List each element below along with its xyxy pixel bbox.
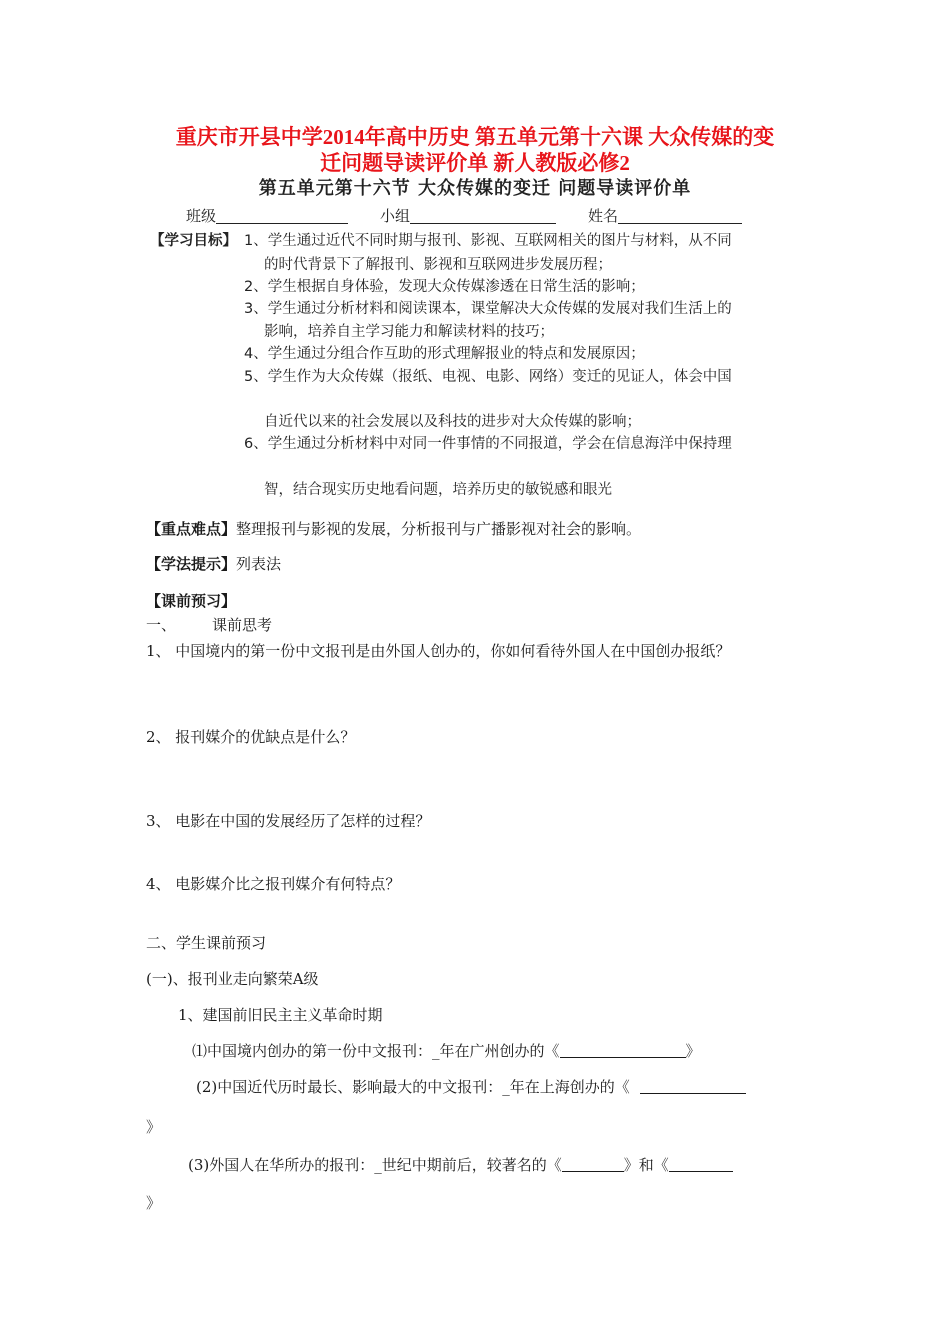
study-method-text: 列表法 xyxy=(236,555,282,573)
name-field[interactable] xyxy=(588,205,742,226)
study-method xyxy=(146,553,281,574)
study-method-label: 【学法提示】 xyxy=(146,555,237,573)
group-blank[interactable] xyxy=(410,207,556,224)
key-points-text: 整理报刊与影视的发展，分析报刊与广播影视对社会的影响。 xyxy=(236,520,642,538)
worksheet-subtitle: 第五单元第十六节 大众传媒的变迁 问题导读评价单 xyxy=(258,178,692,199)
objective-line: 影响，培养自主学习能力和解读材料的技巧； xyxy=(264,324,554,340)
fill-in-item-2: (2)中国近代历时最长、影响最大的中文报刊：_年在上海创办的《 xyxy=(196,1076,746,1097)
objectives-label: 【学习目标】 xyxy=(150,233,237,249)
group-field[interactable] xyxy=(380,205,556,226)
name-blank[interactable] xyxy=(618,207,742,224)
question-item: 3、 电影在中国的发展经历了怎样的过程？ xyxy=(146,812,431,830)
class-field[interactable] xyxy=(186,205,348,226)
answer-blank[interactable] xyxy=(640,1078,746,1094)
question-item: 2、 报刊媒介的优缺点是什么？ xyxy=(146,728,356,746)
objective-line: 1、学生通过近代不同时期与报刊、影视、互联网相关的图片与材料，从不同 xyxy=(244,233,732,249)
subsection-title: (一)、报刊业走向繁荣A级 xyxy=(146,970,319,988)
section1-number: 一、 xyxy=(146,616,177,634)
class-blank[interactable] xyxy=(216,207,348,224)
name-label: 姓名 xyxy=(588,207,619,225)
objective-line: 2、学生根据自身体验，发现大众传媒渗透在日常生活的影响； xyxy=(244,279,645,295)
fill-in-item-3-close: 》 xyxy=(146,1194,162,1212)
objective-line: 6、学生通过分析材料中对同一件事情的不同报道，学会在信息海洋中保持理 xyxy=(244,436,732,452)
preview-label: 【课前预习】 xyxy=(146,592,237,610)
objective-line: 3、学生通过分析材料和阅读课本，课堂解决大众传媒的发展对我们生活上的 xyxy=(244,301,732,317)
answer-blank[interactable] xyxy=(562,1156,624,1172)
section2-title: 二、学生课前预习 xyxy=(146,934,267,952)
group-label: 小组 xyxy=(380,207,411,225)
objective-line: 智，结合现实历史地看问题，培养历史的敏锐感和眼光 xyxy=(264,482,612,498)
fill-in-item-3: (3)外国人在华所办的报刊：_世纪中期前后，较著名的《 》和《 xyxy=(188,1154,733,1175)
question-item: 4、 电影媒介比之报刊媒介有何特点？ xyxy=(146,875,401,893)
document-title-line2: 迁问题导读评价单 新人教版必修2 xyxy=(320,151,630,175)
key-points xyxy=(146,518,641,539)
objective-line: 5、学生作为大众传媒（报纸、电视、电影、网络）变迁的见证人，体会中国 xyxy=(244,369,732,385)
document-title-line1: 重庆市开县中学2014年高中历史 第五单元第十六课 大众传媒的变 xyxy=(175,125,775,149)
answer-blank[interactable] xyxy=(669,1156,733,1172)
class-label: 班级 xyxy=(186,207,217,225)
answer-blank[interactable] xyxy=(560,1042,686,1058)
objective-line: 4、学生通过分组合作互助的形式理解报业的特点和发展原因； xyxy=(244,346,645,362)
section1-title: 课前思考 xyxy=(212,616,273,634)
key-points-label: 【重点难点】 xyxy=(146,520,237,538)
period-heading: 1、建国前旧民主主义革命时期 xyxy=(178,1006,383,1024)
objective-line: 的时代背景下了解报刊、影视和互联网进步发展历程； xyxy=(264,257,612,273)
fill-in-item-1: ⑴中国境内创办的第一份中文报刊：_年在广州创办的《 》 xyxy=(192,1042,701,1060)
question-item: 1、 中国境内的第一份中文报刊是由外国人创办的，你如何看待外国人在中国创办报纸？ xyxy=(146,642,731,660)
fill-in-item-2-close: 》 xyxy=(146,1118,162,1136)
objective-line: 自近代以来的社会发展以及科技的进步对大众传媒的影响； xyxy=(264,414,641,430)
